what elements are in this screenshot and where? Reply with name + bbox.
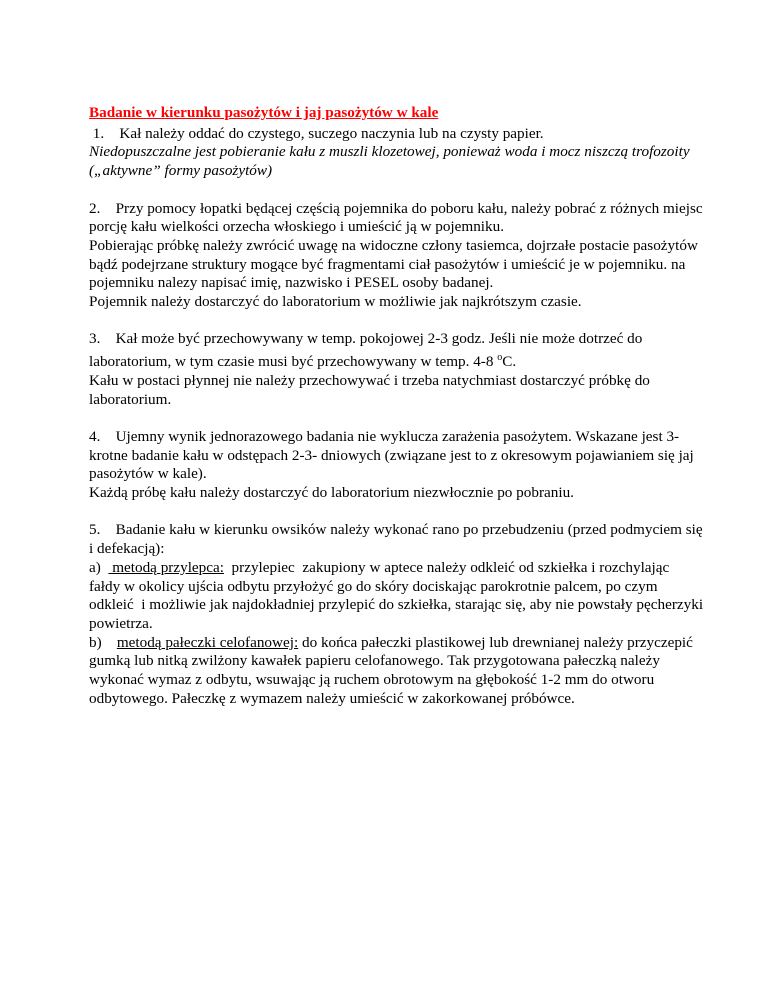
- document-page: [89, 104, 707, 709]
- method-b-prefix: b): [89, 633, 117, 651]
- document-title: Badanie w kierunku pasożytów i jaj pasożytów w kale: [89, 104, 439, 121]
- section-5-method-a: [89, 558, 707, 634]
- section-3-paragraph-2: Kału w postaci płynnej nie należy przechowywać i trzeba natychmiast dostarczyć próbkę do laboratorium.: [89, 371, 650, 408]
- spacer: [89, 409, 704, 428]
- section-5-method-b: [89, 634, 704, 709]
- section-1-line: 1. Kał należy oddać do czystego, suczego naczynia lub na czysty papier.: [89, 124, 544, 142]
- method-a-prefix: a): [89, 558, 109, 576]
- section-2-paragraph-1: 2. Przy pomocy łopatki będącej częścią pojemnika do poboru kału, należy pobrać z różnych miejsc porcję kału wielkości orzecha włoskiego i umieścić ją w pojemniku.: [89, 199, 707, 236]
- section-3-text: 3. Kał może być przechowywany w temp. pokojowej 2-3 godz. Jeśli nie może dotrzeć do laboratorium, w tym czasie musi być przechowywany w temp. 4-8: [89, 330, 647, 371]
- section-3-paragraph-1: [89, 330, 704, 371]
- spacer: [89, 503, 704, 522]
- section-2-paragraph-3: Pojemnik należy dostarczyć do laboratorium w możliwie jak najkrótszym czasie.: [89, 293, 582, 311]
- section-3-unit: C.: [502, 353, 517, 371]
- section-5-paragraph-1: 5. Badanie kału w kierunku owsików należy wykonać rano po przebudzeniu (przed podmyciem się i defekacją):: [89, 521, 707, 558]
- section-4-paragraph-1: 4. Ujemny wynik jednorazowego badania nie wyklucza zarażenia pasożytem. Wskazane jest 3-krotne badanie kału w odstępach 2-3- dniowych (związane jest to z okresowym pojawianiem się jaj pasożytów w kale).: [89, 427, 698, 483]
- section-4-paragraph-2: Każdą próbę kału należy dostarczyć do laboratorium niezwłocznie po pobraniu.: [89, 484, 574, 502]
- spacer: [89, 312, 704, 331]
- method-b-label: metodą pałeczki celofanowej:: [116, 633, 299, 651]
- method-b-text: do końca pałeczki plastikowej lub drewnianej należy przyczepić gumką lub nitką zwilżony kawałek papieru celofanowego. Tak przygotowana pałeczką należy wykonać wymaz z odbytu, wsuwając ją ruchem obrotowym na głębokość 1-2 mm do otworu odbytowego. Pałeczkę z wymazem należy umieścić w zakorkowanej próbówce.: [89, 633, 697, 707]
- method-a-label: metodą przylepca:: [108, 558, 224, 576]
- degree-superscript: o: [497, 352, 503, 364]
- spacer: [89, 181, 704, 200]
- section-1-warning: Niedopuszczalne jest pobieranie kału z muszli klozetowej, ponieważ woda i mocz niszczą trofozoity („aktywne” formy pasożytów): [89, 143, 690, 180]
- section-2-paragraph-2: Pobierając próbkę należy zwrócić uwagę na widoczne człony tasiemca, dojrzałe postacie pasożytów bądź podejrzane struktury mogące być fragmentami ciał pasożytów i umieścić je w pojemniku. na pojemniku nalezy napisać imię, nazwisko i PESEL osoby badanej.: [89, 236, 698, 292]
- method-a-text: przylepiec zakupiony w aptece należy odkleić od szkiełka i rozchylając fałdy w okolicy ujścia odbytu przyłożyć go do skóry dociskając parokrotnie palcem, po czym odkleić i możliwie jak najdokładniej przylepić do szkiełka, starając się, aby nie powstały pęcherzyki powietrza.: [89, 558, 707, 632]
